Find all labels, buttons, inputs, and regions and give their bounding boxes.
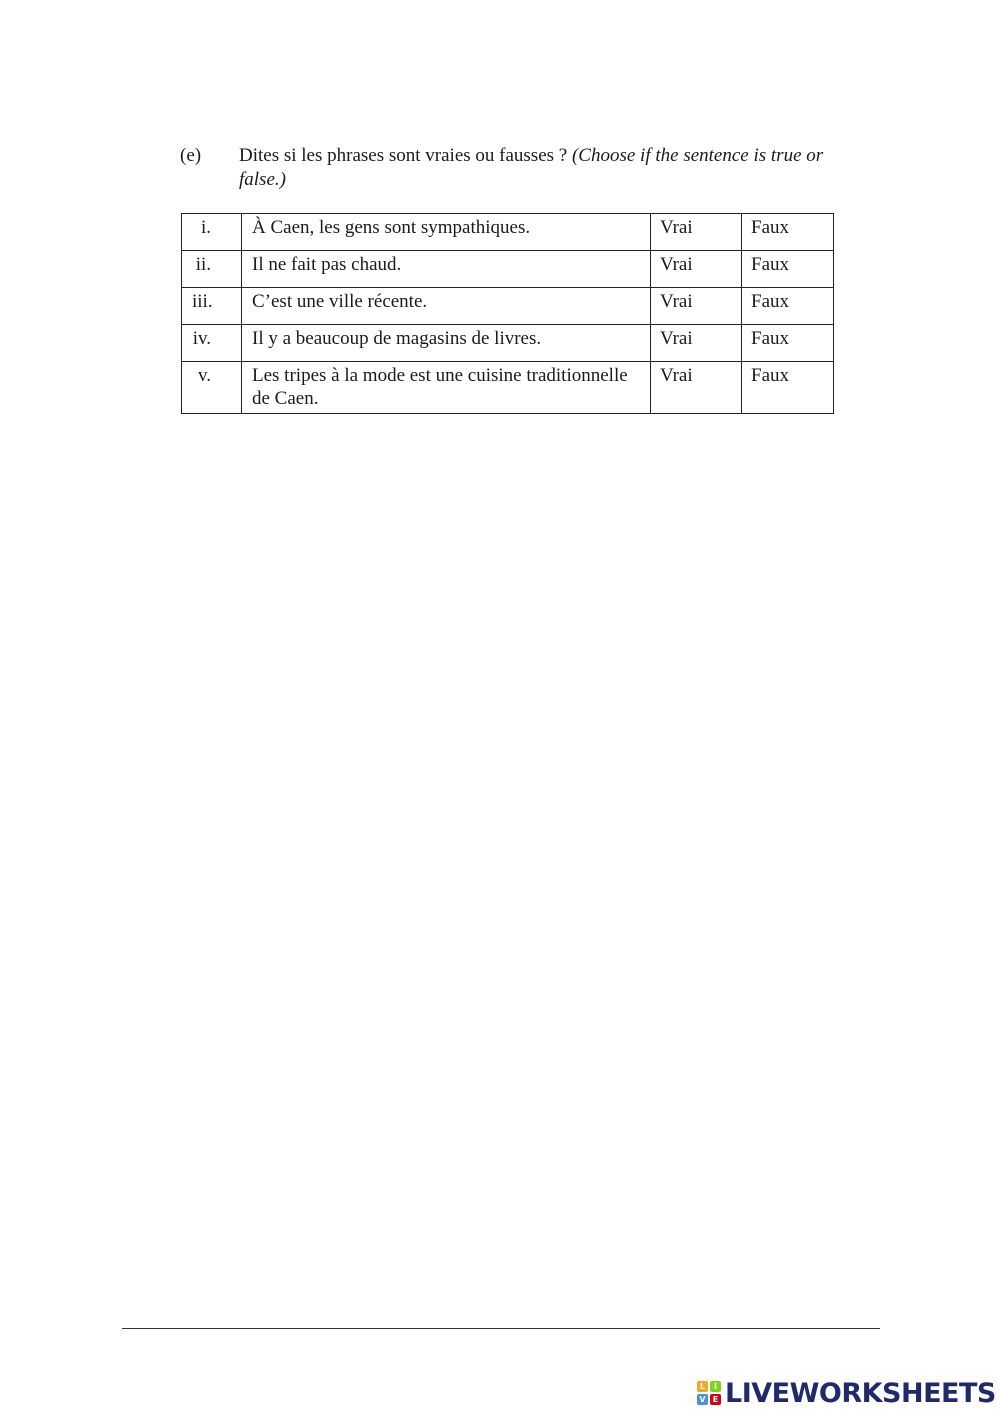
logo-tile-l: L <box>697 1381 708 1392</box>
row-number: i. <box>182 214 242 251</box>
row-sentence: Il y a beaucoup de magasins de livres. <box>242 325 651 362</box>
footer-divider <box>122 1328 880 1329</box>
row-number: iii. <box>182 288 242 325</box>
row-number: ii. <box>182 251 242 288</box>
logo-tile-v: V <box>697 1394 708 1405</box>
row-sentence: C’est une ville récente. <box>242 288 651 325</box>
logo-tile-e: E <box>710 1394 721 1405</box>
faux-option[interactable]: Faux <box>742 362 834 414</box>
row-number: v. <box>182 362 242 414</box>
question-label: (e) <box>180 145 202 166</box>
question-instruction: Dites si les phrases sont vraies ou fausses ? <box>239 145 568 166</box>
vrai-option[interactable]: Vrai <box>651 251 742 288</box>
row-sentence: À Caen, les gens sont sympathiques. <box>242 214 651 251</box>
row-number: iv. <box>182 325 242 362</box>
true-false-table <box>181 213 834 414</box>
vrai-option[interactable]: Vrai <box>651 214 742 251</box>
logo-tile-i: I <box>710 1381 721 1392</box>
table-row <box>182 288 834 325</box>
question-text <box>239 144 849 192</box>
liveworksheets-icon <box>697 1381 721 1405</box>
table-row <box>182 214 834 251</box>
vrai-option[interactable]: Vrai <box>651 362 742 414</box>
question-translation: (Choose if the sentence is true or false.) <box>239 145 824 190</box>
faux-option[interactable]: Faux <box>742 325 834 362</box>
table-row <box>182 362 834 414</box>
row-sentence: Les tripes à la mode est une cuisine traditionnelle de Caen. <box>242 362 651 414</box>
faux-option[interactable]: Faux <box>742 288 834 325</box>
liveworksheets-logo <box>697 1376 996 1410</box>
row-sentence: Il ne fait pas chaud. <box>242 251 651 288</box>
vrai-option[interactable]: Vrai <box>651 325 742 362</box>
table-row <box>182 251 834 288</box>
brand-name: LIVEWORKSHEETS <box>725 1377 996 1409</box>
table-row <box>182 325 834 362</box>
vrai-option[interactable]: Vrai <box>651 288 742 325</box>
faux-option[interactable]: Faux <box>742 251 834 288</box>
faux-option[interactable]: Faux <box>742 214 834 251</box>
